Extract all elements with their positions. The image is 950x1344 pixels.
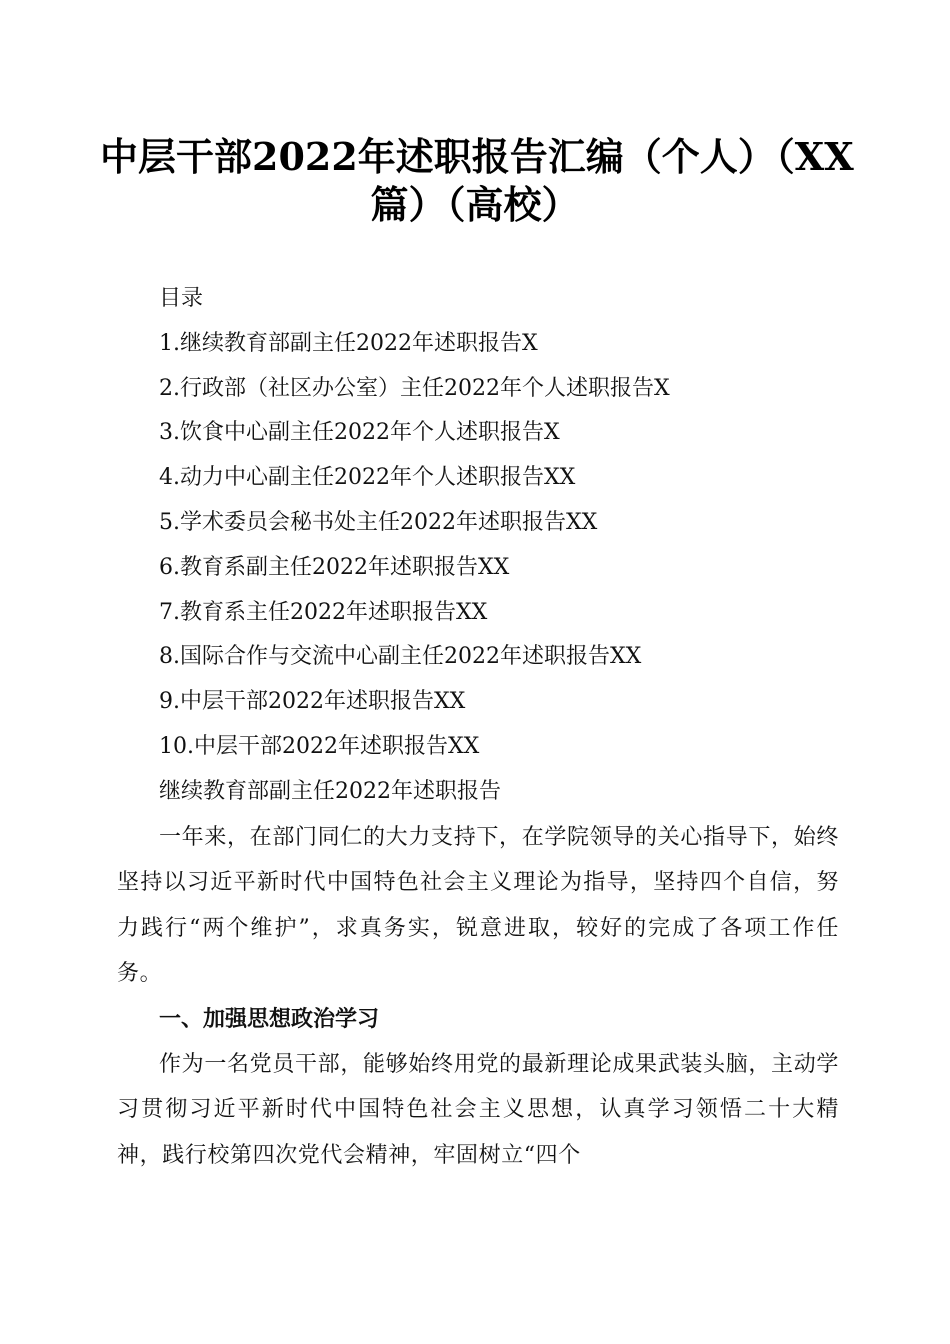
document-title xyxy=(100,133,854,229)
section-heading: 一、加强思想政治学习 xyxy=(159,1006,380,1032)
toc-item: 7.教育系主任2022年述职报告XX xyxy=(159,599,488,625)
toc-item: 6.教育系副主任2022年述职报告XX xyxy=(159,554,510,580)
toc-label: 目录 xyxy=(159,286,204,311)
intro-paragraph: 一年来，在部门同仁的大力支持下，在学院领导的关心指导下，始终坚持以习近平新时代中国特色社会主义理论为指导，坚持四个自信，努力践行“两个维护”，求真务实，锐意进取，较好的完成了各项工作任务。 xyxy=(117,824,839,987)
toc-item: 4.动力中心副主任2022年个人述职报告XX xyxy=(159,465,576,491)
toc-item: 8.国际合作与交流中心副主任2022年述职报告XX xyxy=(159,644,642,670)
toc-item: 3.饮食中心副主任2022年个人述职报告X xyxy=(159,420,560,446)
title-line-1: 中层干部2022年述职报告汇编（个人）（XX xyxy=(100,134,854,179)
toc-item: 2.行政部（社区办公室）主任2022年个人述职报告X xyxy=(159,375,670,401)
document-body xyxy=(117,277,839,1178)
toc-item: 9.中层干部2022年述职报告XX xyxy=(159,689,466,715)
body-paragraph: 作为一名党员干部，能够始终用党的最新理论成果武装头脑，主动学习贯彻习近平新时代中国特色社会主义思想，认真学习领悟二十大精神，践行校第四次党代会精神，牢固树立“四个 xyxy=(117,1051,839,1168)
toc-item: 1.继续教育部副主任2022年述职报告X xyxy=(159,330,538,356)
toc-item: 5.学术委员会秘书处主任2022年述职报告XX xyxy=(159,509,598,535)
section-title: 继续教育部副主任2022年述职报告 xyxy=(159,778,501,804)
toc-item: 10.中层干部2022年述职报告XX xyxy=(159,733,480,759)
title-line-2: 篇）（高校） xyxy=(370,182,580,227)
